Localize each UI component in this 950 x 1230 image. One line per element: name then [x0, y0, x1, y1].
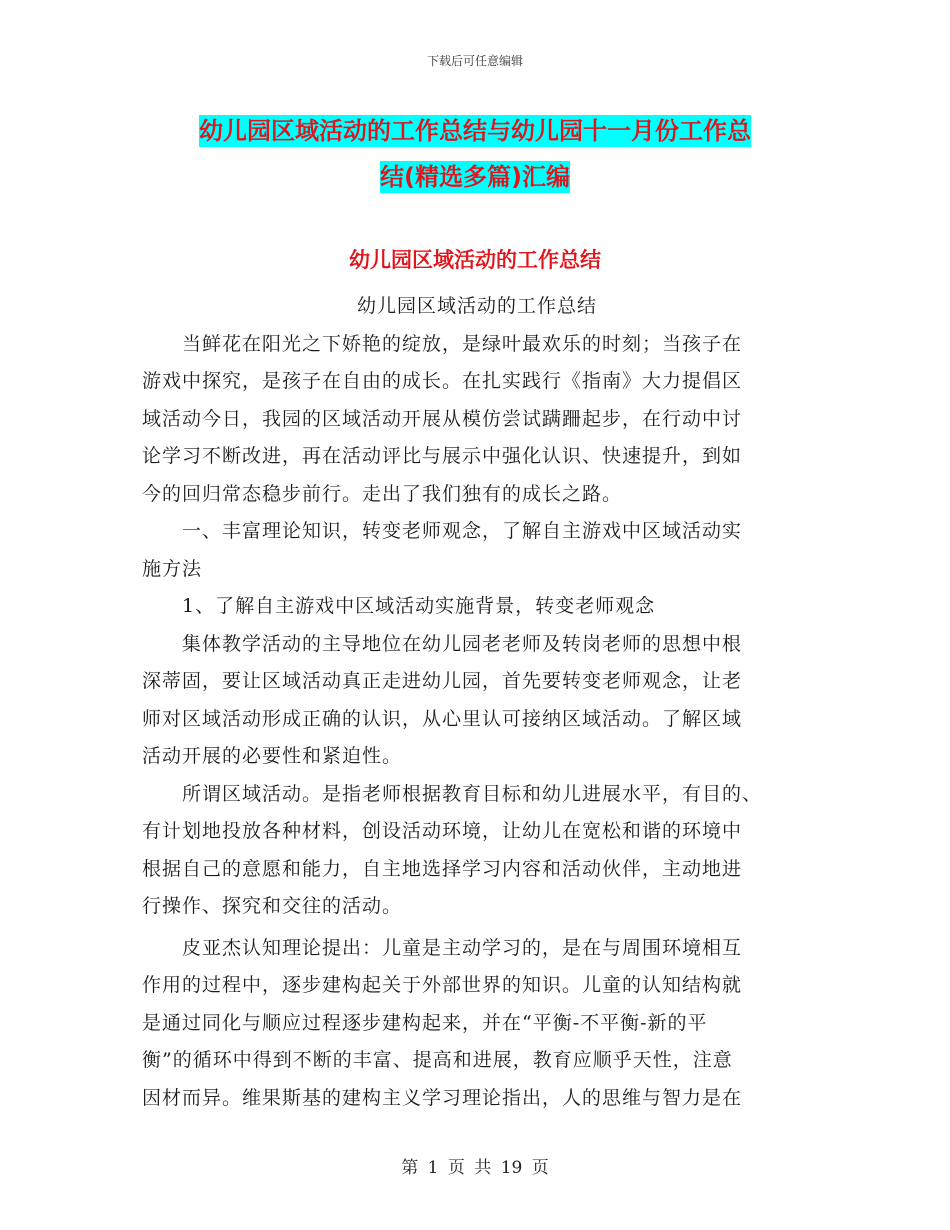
- body-line: 当鲜花在阳光之下娇艳的绽放，是绿叶最欢乐的时刻；当孩子在: [142, 332, 743, 355]
- body-line: 域活动今日，我园的区域活动开展从模仿尝试蹒跚起步，在行动中讨: [142, 407, 743, 430]
- body-line: 今的回归常态稳步前行。走出了我们独有的成长之路。: [142, 482, 623, 505]
- body-line: 根据自己的意愿和能力，自主地选择学习内容和活动伙伴，主动地进: [142, 857, 743, 880]
- body-line: 是通过同化与顺应过程逐步建构起来，并在“平衡-不平衡-新的平: [142, 1011, 708, 1034]
- body-line: 作用的过程中，逐步建构起关于外部世界的知识。儿童的认知结构就: [142, 974, 743, 996]
- body-line: 集体教学活动的主导地位在幼儿园老老师及转岗老师的思想中根: [142, 632, 743, 655]
- body-line: 一、丰富理论知识，转变老师观念，了解自主游戏中区域活动实: [142, 520, 743, 542]
- body-line: 所谓区域活动。是指老师根据教育目标和幼儿进展水平，有目的、: [142, 782, 763, 805]
- section-heading: 幼儿园区域活动的工作总结: [349, 248, 601, 272]
- body-line: 论学习不断改进，再在活动评比与展示中强化认识、快速提升，到如: [142, 445, 743, 467]
- body-line: 因材而异。维果斯基的建构主义学习理论指出，人的思维与智力是在: [142, 1086, 743, 1109]
- document-title-line-1: 幼儿园区域活动的工作总结与幼儿园十一月份工作总: [199, 117, 751, 145]
- body-line: 有计划地投放各种材料，创设活动环境，让幼儿在宽松和谐的环境中: [142, 820, 743, 842]
- body-line: 师对区域活动形成正确的认识，从心里认可接纳区域活动。了解区域: [142, 707, 743, 730]
- document-title: [0, 108, 950, 200]
- page-number: 第 1 页 共 19 页: [401, 1158, 549, 1178]
- page-header-note: 下载后可任意编辑: [426, 54, 523, 68]
- body-line: 游戏中探究，是孩子在自由的成长。在扎实践行《指南》大力提倡区: [142, 370, 743, 392]
- body-line: 衡”的循环中得到不断的丰富、提高和进展，教育应顺乎天性，注意: [142, 1049, 733, 1071]
- body-line: 皮亚杰认知理论提出：儿童是主动学习的，是在与周围环境相互: [142, 936, 743, 959]
- body-text: [142, 288, 812, 1117]
- body-subtitle: 幼儿园区域活动的工作总结: [356, 295, 597, 317]
- document-title-line-2: 结(精选多篇)汇编: [380, 163, 570, 191]
- body-line: 深蒂固，要让区域活动真正走进幼儿园，首先要转变老师观念，让老: [142, 670, 743, 692]
- body-line: 施方法: [142, 557, 203, 580]
- body-line: 1、了解自主游戏中区域活动实施背景，转变老师观念: [142, 595, 656, 617]
- body-line: 行操作、探究和交往的活动。: [142, 895, 403, 917]
- body-line: 活动开展的必要性和紧迫性。: [142, 745, 403, 767]
